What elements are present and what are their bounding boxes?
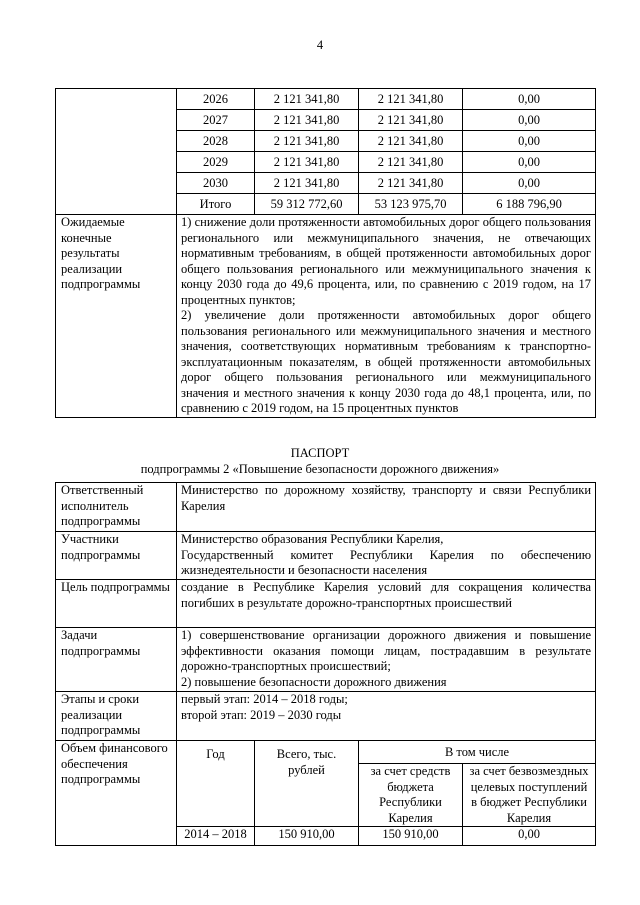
total-cell: 2 121 341,80 bbox=[255, 89, 359, 110]
funding-header-grants: за счет безвозмездных целевых поступлений в бюджет Республики Карелия bbox=[463, 764, 596, 827]
budget-cell: 2 121 341,80 bbox=[359, 173, 463, 194]
page-number: 4 bbox=[316, 38, 324, 52]
grants-cell: 0,00 bbox=[463, 173, 596, 194]
participants-label: Участники подпрограммы bbox=[56, 532, 177, 580]
grants-cell: 0,00 bbox=[463, 152, 596, 173]
stages-value bbox=[177, 692, 596, 741]
tasks-label: Задачи подпрограммы bbox=[56, 628, 177, 692]
expected-results-row bbox=[56, 215, 596, 418]
year-cell: 2030 bbox=[177, 173, 255, 194]
table-row bbox=[56, 580, 596, 628]
passport-table bbox=[55, 482, 596, 846]
empty-label-cell bbox=[56, 89, 177, 215]
expected-results-label: Ожидаемые конечные результаты реализации подпрограммы bbox=[56, 215, 177, 418]
executor-label: Ответственный исполнитель подпрограммы bbox=[56, 483, 177, 532]
year-cell: 2029 bbox=[177, 152, 255, 173]
executor-value: Министерство по дорожному хозяйству, транспорту и связи Республики Карелия bbox=[177, 483, 596, 532]
goal-value: создание в Республике Карелия условий для сокращения количества погибших в результате дорожно-транспортных происшествий bbox=[177, 580, 596, 628]
stages-label: Этапы и сроки реализации подпрограммы bbox=[56, 692, 177, 741]
funding-header-total: Всего, тыс. рублей bbox=[255, 741, 359, 827]
funding-header-budget: за счет средств бюджета Республики Карелия bbox=[359, 764, 463, 827]
table-row bbox=[56, 628, 596, 692]
table-row bbox=[56, 692, 596, 741]
funding-budget-cell: 150 910,00 bbox=[359, 827, 463, 846]
total-cell: 59 312 772,60 bbox=[255, 194, 359, 215]
expected-results-value bbox=[177, 215, 596, 418]
total-cell: 2 121 341,80 bbox=[255, 131, 359, 152]
funding-header-including: В том числе bbox=[359, 741, 596, 764]
budget-cell: 2 121 341,80 bbox=[359, 131, 463, 152]
table-row bbox=[56, 483, 596, 532]
funding-header-row bbox=[56, 741, 596, 764]
goal-label: Цель подпрограммы bbox=[56, 580, 177, 628]
year-cell: 2027 bbox=[177, 110, 255, 131]
funding-grants-cell: 0,00 bbox=[463, 827, 596, 846]
participants-line-1: Министерство образования Республики Карелия, bbox=[181, 532, 444, 546]
year-cell: 2026 bbox=[177, 89, 255, 110]
grants-cell: 0,00 bbox=[463, 110, 596, 131]
total-cell: 2 121 341,80 bbox=[255, 173, 359, 194]
year-cell: 2028 bbox=[177, 131, 255, 152]
participants-line-2: Государственный комитет Республики Карелия по обеспечению жизнедеятельности и безопасности населения bbox=[181, 547, 592, 577]
grants-cell: 6 188 796,90 bbox=[463, 194, 596, 215]
year-cell: Итого bbox=[177, 194, 255, 215]
total-cell: 2 121 341,80 bbox=[255, 110, 359, 131]
table-row bbox=[56, 89, 596, 110]
budget-cell: 2 121 341,80 bbox=[359, 110, 463, 131]
tasks-item-2: 2) повышение безопасности дорожного движения bbox=[181, 674, 447, 689]
stages-line-1: первый этап: 2014 – 2018 годы; bbox=[181, 692, 348, 706]
expected-results-item-1: 1) снижение доли протяженности автомобильных дорог общего пользования регионального или межмуниципального значения, не отвечающих нормативным требованиям, в общей протяженности автомобильных дорог общего пользования регионального или межмуниципального значения к концу 2030 года до 49,6 процента, или, по сравнению с 2019 годом, на 17 процентных пунктов; bbox=[181, 215, 591, 307]
table-row bbox=[56, 532, 596, 580]
funding-header-year: Год bbox=[177, 741, 255, 827]
tasks-value bbox=[177, 628, 596, 692]
grants-cell: 0,00 bbox=[463, 131, 596, 152]
tasks-item-1: 1) совершенствование организации дорожного движения и повышение эффективности оказания помощи лицам, пострадавшим в результате дорожно-транспортных происшествий; bbox=[181, 628, 592, 673]
grants-cell: 0,00 bbox=[463, 89, 596, 110]
stages-line-2: второй этап: 2019 – 2030 годы bbox=[181, 707, 342, 722]
funding-year-cell: 2014 – 2018 bbox=[177, 827, 255, 846]
budget-cell: 2 121 341,80 bbox=[359, 89, 463, 110]
funding-total-cell: 150 910,00 bbox=[255, 827, 359, 846]
budget-cell: 53 123 975,70 bbox=[359, 194, 463, 215]
passport-title: ПАСПОРТ bbox=[290, 446, 350, 460]
finance-continuation-table bbox=[55, 88, 596, 418]
budget-cell: 2 121 341,80 bbox=[359, 152, 463, 173]
expected-results-item-2: 2) увеличение доли протяженности автомобильных дорог общего пользования регионального или межмуниципального значения и местного значения, соответствующих нормативным требованиям к транспортно-эксплуатационным показателям, в общей протяженности автомобильных дорог общего пользования регионального или межмуниципального значения и местного значения к концу 2030 года до 48,1 процента, или, по сравнению с 2019 годом, на 15 процентных пунктов bbox=[181, 308, 591, 415]
total-cell: 2 121 341,80 bbox=[255, 152, 359, 173]
passport-subtitle: подпрограммы 2 «Повышение безопасности дорожного движения» bbox=[140, 462, 500, 476]
funding-label: Объем финансового обеспечения подпрограммы bbox=[56, 741, 177, 846]
participants-value bbox=[177, 532, 596, 580]
